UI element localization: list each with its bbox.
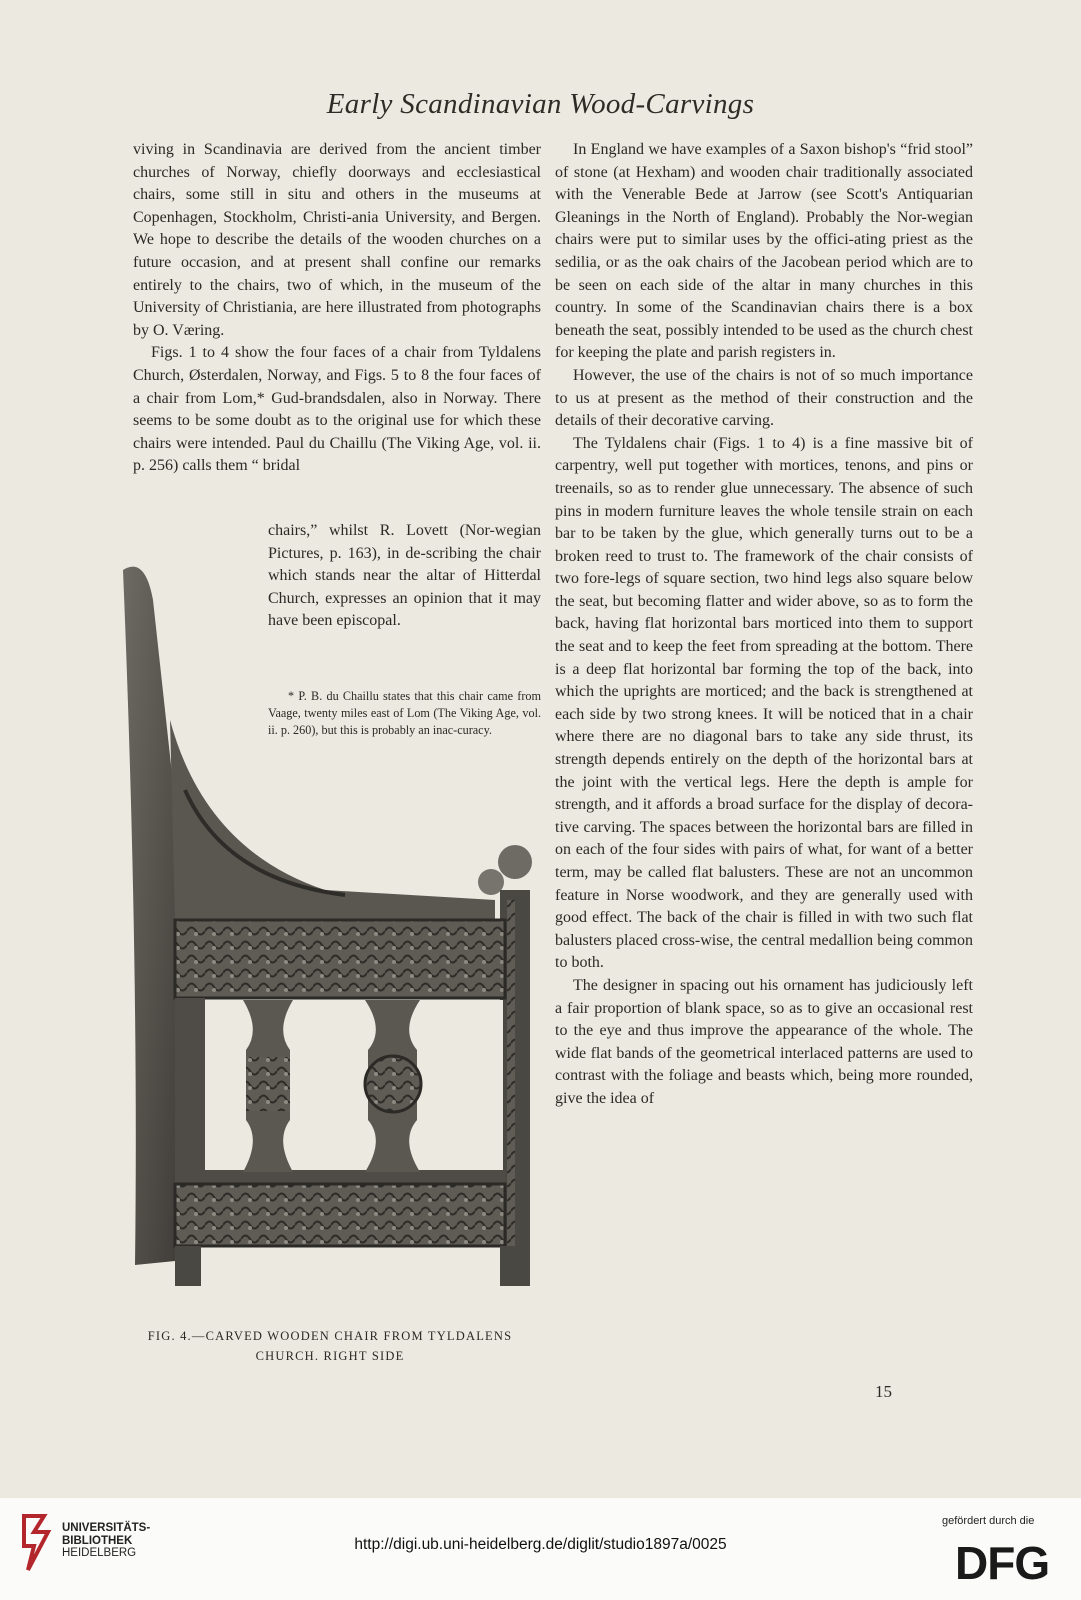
library-name-line-1: UNIVERSITÄTS- [62, 1522, 151, 1534]
chair-photograph [115, 560, 545, 1292]
left-paragraph-2-continued: chairs,” whilst R. Lovett (Nor-wegian Pictures, p. 163), in de-scribing the chair which stands near the altar of Hitterdal Church, expresses an opinion that it may have been episcopal. [268, 522, 541, 630]
figure-caption-line-2: CHURCH. RIGHT SIDE [255, 1349, 405, 1363]
source-url-link[interactable]: http://digi.ub.uni-heidelberg.de/diglit/studio1897a/0025 [354, 1536, 727, 1553]
left-paragraph-1: viving in Scandinavia are derived from the ancient timber churches of Norway, chiefly doorways and ecclesiastical chairs, some still in situ and others in the museums at Copenhagen, Stockholm, Christi-ania University, and Bergen. We hope to describe the details of the wooden churches on a future occasion, and at present shall confine our remarks entirely to the chairs, two of which, in the museum of the University of Christiania, are here illustrated from photographs by O. Væring. [133, 141, 541, 339]
dfg-logo: DFG [955, 1537, 1050, 1589]
right-paragraph-2: However, the use of the chairs is not of so much importance to us at present as the method of their construction and the details of their decorative carving. [555, 366, 973, 430]
figure-caption-line-1: FIG. 4.—CARVED WOODEN CHAIR FROM TYLDALENS [147, 1329, 513, 1343]
right-column [555, 139, 973, 1111]
footnote-text: * P. B. du Chaillu states that this chair came from Vaage, twenty miles east of Lom (The Viking Age, vol. ii. p. 260), but this is probably an inac-curacy. [268, 689, 541, 737]
library-name-line-2: BIBLIOTHEK [62, 1534, 133, 1547]
figure-caption [130, 1326, 530, 1366]
library-name-line-3: HEIDELBERG [62, 1547, 137, 1559]
right-paragraph-1: In England we have examples of a Saxon bishop's “frid stool” of stone (at Hexham) and wooden chair traditionally associated with the Venerable Bede at Jarrow (see Scott's Antiquarian Gleanings in the North of England). Probably the Nor-wegian chairs were put to similar uses by the offici-ating priest as the sedilia, or as the oak chairs of the Jacobean period which are to be seen on each side of the altar in many churches in this country. In some of the Scandinavian chairs there is a box beneath the seat, possibly intended to be used as the church chest for keeping the plate and parish registers in. [555, 141, 973, 362]
running-header: Early Scandinavian Wood-Carvings [326, 88, 755, 120]
right-paragraph-4: The designer in spacing out his ornament has judiciously left a fair proportion of blank space, so as to give an occasional rest to the eye and thus improve the appearance of the whole. The wide flat bands of the geometrical interlaced patterns are used to contrast with the foliage and beasts which, being more rounded, give the idea of [555, 976, 973, 1107]
page-number: 15 [875, 1382, 892, 1401]
left-column-top [133, 139, 541, 478]
funding-label: gefördert durch die [942, 1515, 1035, 1527]
right-paragraph-3: The Tyldalens chair (Figs. 1 to 4) is a fine massive bit of carpentry, well put together with mortices, tenons, and pins or treenails, so as to render glue unnecessary. The absence of such pins in modern furniture leaves the whole tensile strain on each bar to be taken by the glue, which generally turns out to be a broken reed to trust to. The framework of the chair consists of two fore-legs of square section, two hind legs also square below the seat, but becoming flatter and wider above, so as to form the back, having flat horizontal bars morticed into them to support the seat and to keep the feet from spreading at the bottom. There is a deep flat horizontal bar forming the top of the back, into which the uprights are morticed; and the back is strengthened at each side by two strong knees. It will be noticed that in a chair where there are no diagonal bars to take any side thrust, its strength depends entirely on the depth of the horizontal bars at the joint with the vertical legs. Here the depth is ample for strength, and it affords a broad surface for the display of decora-tive carving. The spaces between the horizontal bars are filled in on each of the four sides with pairs of what, for want of a better term, may be called flat balusters. These are not an uncommon feature in Norse woodwork, and they are generally used with good effect. The back of the chair is filled in with two such flat balusters placed cross-wise, the central medallion being common to both. [555, 434, 973, 972]
left-paragraph-2: Figs. 1 to 4 show the four faces of a chair from Tyldalens Church, Østerdalen, Norway, and Figs. 5 to 8 the four faces of a chair from Lom,* Gud-brandsdalen, also in Norway. There seems to be some doubt as to the original use for which these chairs were intended. Paul du Chaillu (The Viking Age, vol. ii. p. 256) calls them “ bridal [133, 344, 541, 475]
